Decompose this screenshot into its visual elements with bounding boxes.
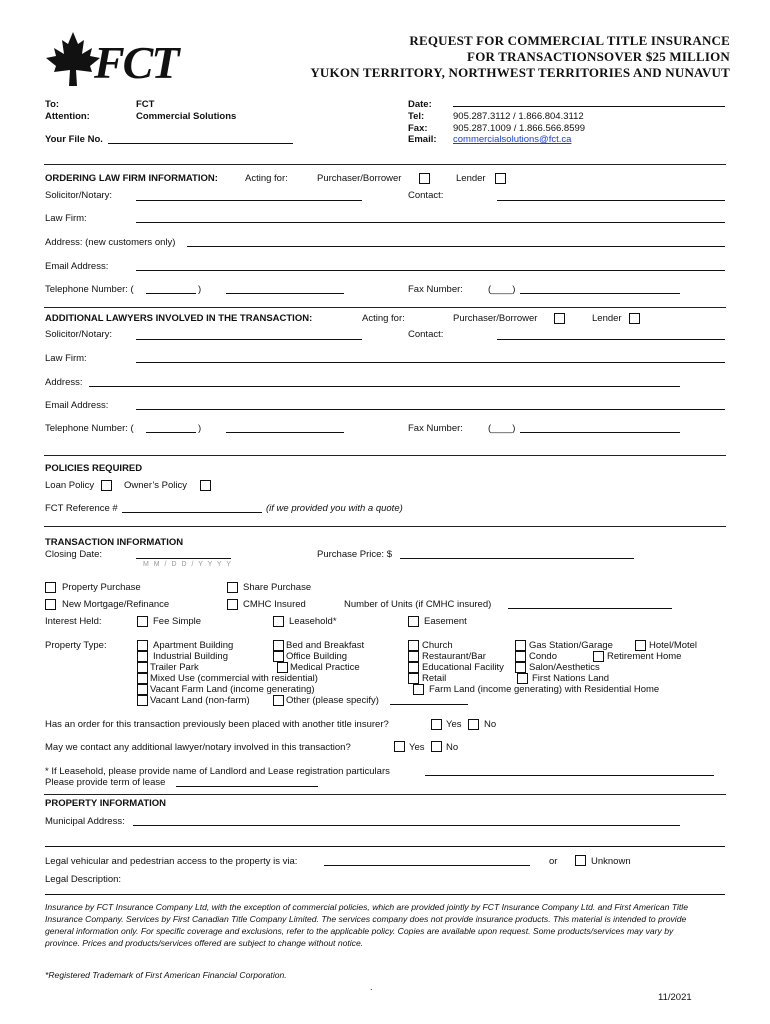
gas-station-label: Gas Station/Garage bbox=[529, 640, 613, 651]
municipal-address-field[interactable] bbox=[133, 825, 680, 826]
divider bbox=[44, 455, 726, 456]
medical-label: Medical Practice bbox=[290, 662, 360, 673]
lease-term-label: Please provide term of lease bbox=[45, 777, 166, 788]
ordering-acting-for: Acting for: bbox=[245, 173, 288, 184]
file-number-field[interactable] bbox=[108, 143, 293, 144]
purchase-price-label: Purchase Price: $ bbox=[317, 549, 392, 560]
restaurant-label: Restaurant/Bar bbox=[422, 651, 486, 662]
bnb-checkbox[interactable] bbox=[273, 640, 284, 651]
municipal-address-field-2[interactable] bbox=[45, 846, 725, 847]
retail-label: Retail bbox=[422, 673, 447, 684]
farm-residential-checkbox[interactable] bbox=[413, 684, 424, 695]
office-label: Office Building bbox=[286, 651, 348, 662]
leasehold-label: Leasehold* bbox=[289, 616, 337, 627]
trailer-label: Trailer Park bbox=[150, 662, 199, 673]
ordering-email-label: Email Address: bbox=[45, 261, 109, 272]
email-label: Email: bbox=[408, 134, 437, 145]
restaurant-checkbox[interactable] bbox=[408, 651, 419, 662]
ordering-area-code-field[interactable] bbox=[146, 293, 196, 294]
ordering-fax-label: Fax Number: bbox=[408, 284, 463, 295]
version-label: 11/2021 bbox=[658, 992, 692, 1003]
church-label: Church bbox=[422, 640, 453, 651]
contact-question: May we contact any additional lawyer/notary involved in this transaction? bbox=[45, 742, 351, 753]
policies-heading: POLICIES REQUIRED bbox=[45, 463, 143, 474]
other-label: Other (please specify) bbox=[286, 695, 379, 706]
contact-yes-label: Yes bbox=[409, 742, 425, 753]
disclaimer: Insurance by FCT Insurance Company Ltd, with the exception of commercial policies, which are provided jointly by FCT Insurance Company Ltd. and First American Title Insurance Company. Services by First Canadian Title Company Limited. The services company does not provide insurance products. This material is intended to provide general information only. For specific coverage and exclusions, refer to the applicable policy. Copies are available upon request. Some products/services may vary by province. Prices and products/services offered are subject to change without notice. bbox=[45, 902, 688, 948]
ordering-heading: ORDERING LAW FIRM INFORMATION: bbox=[45, 173, 218, 184]
interest-held-label: Interest Held: bbox=[45, 616, 102, 627]
cmhc-insured-checkbox[interactable] bbox=[227, 599, 238, 610]
additional-telephone-field[interactable] bbox=[226, 432, 344, 433]
fee-simple-checkbox[interactable] bbox=[137, 616, 148, 627]
municipal-address-label: Municipal Address: bbox=[45, 816, 125, 827]
additional-telephone-label: Telephone Number: ( bbox=[45, 423, 134, 434]
retail-checkbox[interactable] bbox=[408, 673, 419, 684]
education-label: Educational Facility bbox=[422, 662, 504, 673]
previous-order-question: Has an order for this transaction previously been placed with another title insurer? bbox=[45, 719, 389, 730]
property-purchase-label: Property Purchase bbox=[62, 582, 141, 593]
attention-label: Attention: bbox=[45, 111, 90, 122]
units-field[interactable] bbox=[508, 608, 672, 609]
logo-text: FCT bbox=[94, 37, 178, 88]
ordering-solicitor-label: Solicitor/Notary: bbox=[45, 190, 113, 201]
additional-email-field[interactable] bbox=[136, 409, 725, 410]
additional-solicitor-label: Solicitor/Notary: bbox=[45, 329, 113, 340]
leasehold-particulars-field[interactable] bbox=[425, 775, 714, 776]
legal-description-field[interactable] bbox=[45, 894, 725, 895]
lease-term-field[interactable] bbox=[176, 786, 318, 787]
fct-reference-label: FCT Reference # bbox=[45, 503, 118, 514]
ordering-telephone-field[interactable] bbox=[226, 293, 344, 294]
file-label: Your File No. bbox=[45, 134, 103, 145]
property-type-label: Property Type: bbox=[45, 640, 107, 651]
vacant-farm-checkbox[interactable] bbox=[137, 684, 148, 695]
trademark-note: *Registered Trademark of First American Financial Corporation. bbox=[45, 970, 287, 980]
share-purchase-checkbox[interactable] bbox=[227, 582, 238, 593]
transaction-heading: TRANSACTION INFORMATION bbox=[45, 537, 184, 548]
additional-law-firm-label: Law Firm: bbox=[45, 353, 87, 364]
ordering-fax-paren: (____) bbox=[488, 284, 516, 295]
title-line-1: REQUEST FOR COMMERCIAL TITLE INSURANCE bbox=[409, 33, 730, 48]
email-link[interactable]: commercialsolutions@fct.ca bbox=[453, 134, 572, 145]
ordering-contact-label: Contact: bbox=[408, 190, 444, 201]
previous-order-yes-label: Yes bbox=[446, 719, 462, 730]
hotel-checkbox[interactable] bbox=[635, 640, 646, 651]
ordering-purchaser-label: Purchaser/Borrower bbox=[317, 173, 402, 184]
first-nations-checkbox[interactable] bbox=[517, 673, 528, 684]
new-mortgage-checkbox[interactable] bbox=[45, 599, 56, 610]
farm-residential-label: Farm Land (income generating) with Residential Home bbox=[429, 684, 660, 695]
industrial-checkbox[interactable] bbox=[137, 651, 148, 662]
additional-address-field[interactable] bbox=[89, 386, 680, 387]
condo-label: Condo bbox=[529, 651, 557, 662]
additional-area-code-field[interactable] bbox=[146, 432, 196, 433]
mixed-use-checkbox[interactable] bbox=[137, 673, 148, 684]
bnb-label: Bed and Breakfast bbox=[286, 640, 365, 651]
units-label: Number of Units (if CMHC insured) bbox=[344, 599, 492, 610]
new-mortgage-label: New Mortgage/Refinance bbox=[62, 599, 170, 610]
hotel-label: Hotel/Motel bbox=[649, 640, 698, 651]
gas-station-checkbox[interactable] bbox=[515, 640, 526, 651]
contact-no-label: No bbox=[446, 742, 459, 753]
mixed-use-label: Mixed Use (commercial with residential) bbox=[150, 673, 318, 684]
access-label: Legal vehicular and pedestrian access to the property is via: bbox=[45, 856, 298, 867]
ordering-email-field[interactable] bbox=[136, 270, 725, 271]
ordering-address-label: Address: (new customers only) bbox=[45, 237, 176, 248]
additional-email-label: Email Address: bbox=[45, 400, 109, 411]
ordering-lender-checkbox[interactable] bbox=[495, 173, 506, 184]
salon-label: Salon/Aesthetics bbox=[529, 662, 600, 673]
ordering-contact-field[interactable] bbox=[497, 200, 725, 201]
contact-yes-checkbox[interactable] bbox=[394, 741, 405, 752]
additional-lender-label: Lender bbox=[592, 313, 622, 324]
contact-no-checkbox[interactable] bbox=[431, 741, 442, 752]
legal-description-label: Legal Description: bbox=[45, 874, 122, 885]
additional-purchaser-checkbox[interactable] bbox=[554, 313, 565, 324]
easement-label: Easement bbox=[424, 616, 467, 627]
apartment-label: Apartment Building bbox=[153, 640, 234, 651]
ordering-telephone-label: Telephone Number: ( bbox=[45, 284, 134, 295]
additional-fax-paren: (____) bbox=[488, 423, 516, 434]
leasehold-note: * If Leasehold, please provide name of Landlord and Lease registration particulars bbox=[45, 766, 390, 777]
ordering-law-firm-field[interactable] bbox=[136, 222, 725, 223]
other-specify-field[interactable] bbox=[390, 704, 468, 705]
retirement-checkbox[interactable] bbox=[593, 651, 604, 662]
first-nations-label: First Nations Land bbox=[532, 673, 610, 684]
industrial-label: Industrial Building bbox=[153, 651, 228, 662]
fct-logo bbox=[44, 30, 206, 88]
closing-date-label: Closing Date: bbox=[45, 549, 103, 560]
unknown-checkbox[interactable] bbox=[575, 855, 586, 866]
additional-contact-field[interactable] bbox=[497, 339, 725, 340]
access-field[interactable] bbox=[324, 865, 530, 866]
to-value: FCT bbox=[136, 99, 155, 110]
trailer-checkbox[interactable] bbox=[137, 662, 148, 673]
cmhc-insured-label: CMHC Insured bbox=[243, 599, 306, 610]
loan-policy-checkbox[interactable] bbox=[101, 480, 112, 491]
education-checkbox[interactable] bbox=[408, 662, 419, 673]
ordering-purchaser-checkbox[interactable] bbox=[419, 173, 430, 184]
vacant-land-label: Vacant Land (non-farm) bbox=[150, 695, 250, 706]
loan-policy-label: Loan Policy bbox=[45, 480, 95, 491]
additional-solicitor-field[interactable] bbox=[136, 339, 362, 340]
additional-acting-for: Acting for: bbox=[362, 313, 405, 324]
additional-fax-field[interactable] bbox=[520, 432, 680, 433]
vacant-land-checkbox[interactable] bbox=[137, 695, 148, 706]
unknown-label: Unknown bbox=[591, 856, 631, 867]
additional-heading: ADDITIONAL LAWYERS INVOLVED IN THE TRANSACTION: bbox=[45, 313, 313, 324]
divider bbox=[44, 307, 726, 308]
access-or: or bbox=[549, 856, 558, 867]
other-checkbox[interactable] bbox=[273, 695, 284, 706]
ordering-solicitor-field[interactable] bbox=[136, 200, 362, 201]
fee-simple-label: Fee Simple bbox=[153, 616, 202, 627]
date-field[interactable] bbox=[453, 106, 725, 107]
footer-dot: . bbox=[370, 982, 373, 993]
medical-checkbox[interactable] bbox=[277, 662, 288, 673]
attention-value: Commercial Solutions bbox=[136, 111, 237, 122]
ordering-fax-field[interactable] bbox=[520, 293, 680, 294]
additional-contact-label: Contact: bbox=[408, 329, 444, 340]
previous-order-no-checkbox[interactable] bbox=[468, 719, 479, 730]
salon-checkbox[interactable] bbox=[515, 662, 526, 673]
tel-value: 905.287.3112 / 1.866.804.3112 bbox=[453, 111, 584, 122]
apartment-checkbox[interactable] bbox=[137, 640, 148, 651]
fax-value: 905.287.1009 / 1.866.566.8599 bbox=[453, 123, 586, 134]
purchase-price-field[interactable] bbox=[400, 558, 634, 559]
church-checkbox[interactable] bbox=[408, 640, 419, 651]
vacant-farm-label: Vacant Farm Land (income generating) bbox=[150, 684, 315, 695]
additional-lender-checkbox[interactable] bbox=[629, 313, 640, 324]
owners-policy-label: Owner’s Policy bbox=[124, 480, 188, 491]
additional-telephone-paren: ) bbox=[198, 423, 202, 434]
ordering-telephone-paren: ) bbox=[198, 284, 202, 295]
closing-date-field[interactable] bbox=[136, 558, 231, 559]
fax-label: Fax: bbox=[408, 123, 428, 134]
property-heading: PROPERTY INFORMATION bbox=[45, 798, 167, 809]
previous-order-no-label: No bbox=[484, 719, 497, 730]
date-format-hint: M M / D D / Y Y Y Y bbox=[143, 561, 233, 568]
leasehold-checkbox[interactable] bbox=[273, 616, 284, 627]
ordering-lender-label: Lender bbox=[456, 173, 486, 184]
owners-policy-checkbox[interactable] bbox=[200, 480, 211, 491]
date-label: Date: bbox=[408, 99, 432, 110]
office-checkbox[interactable] bbox=[273, 651, 284, 662]
additional-law-firm-field[interactable] bbox=[136, 362, 725, 363]
property-purchase-checkbox[interactable] bbox=[45, 582, 56, 593]
divider bbox=[44, 164, 726, 165]
ordering-address-field[interactable] bbox=[187, 246, 725, 247]
previous-order-yes-checkbox[interactable] bbox=[431, 719, 442, 730]
additional-fax-label: Fax Number: bbox=[408, 423, 463, 434]
divider bbox=[44, 794, 726, 795]
share-purchase-label: Share Purchase bbox=[243, 582, 312, 593]
title-line-2: FOR TRANSACTIONSOVER $25 MILLION bbox=[467, 49, 730, 64]
condo-checkbox[interactable] bbox=[515, 651, 526, 662]
title-line-3: YUKON TERRITORY, NORTHWEST TERRITORIES AND NUNAVUT bbox=[310, 65, 730, 80]
easement-checkbox[interactable] bbox=[408, 616, 419, 627]
quote-note: (if we provided you with a quote) bbox=[266, 503, 403, 514]
tel-label: Tel: bbox=[408, 111, 425, 122]
divider bbox=[44, 526, 726, 527]
additional-purchaser-label: Purchaser/Borrower bbox=[453, 313, 538, 324]
additional-address-label: Address: bbox=[45, 377, 83, 388]
fct-reference-field[interactable] bbox=[122, 512, 262, 513]
to-label: To: bbox=[45, 99, 60, 110]
retirement-label: Retirement Home bbox=[607, 651, 682, 662]
ordering-law-firm-label: Law Firm: bbox=[45, 213, 87, 224]
